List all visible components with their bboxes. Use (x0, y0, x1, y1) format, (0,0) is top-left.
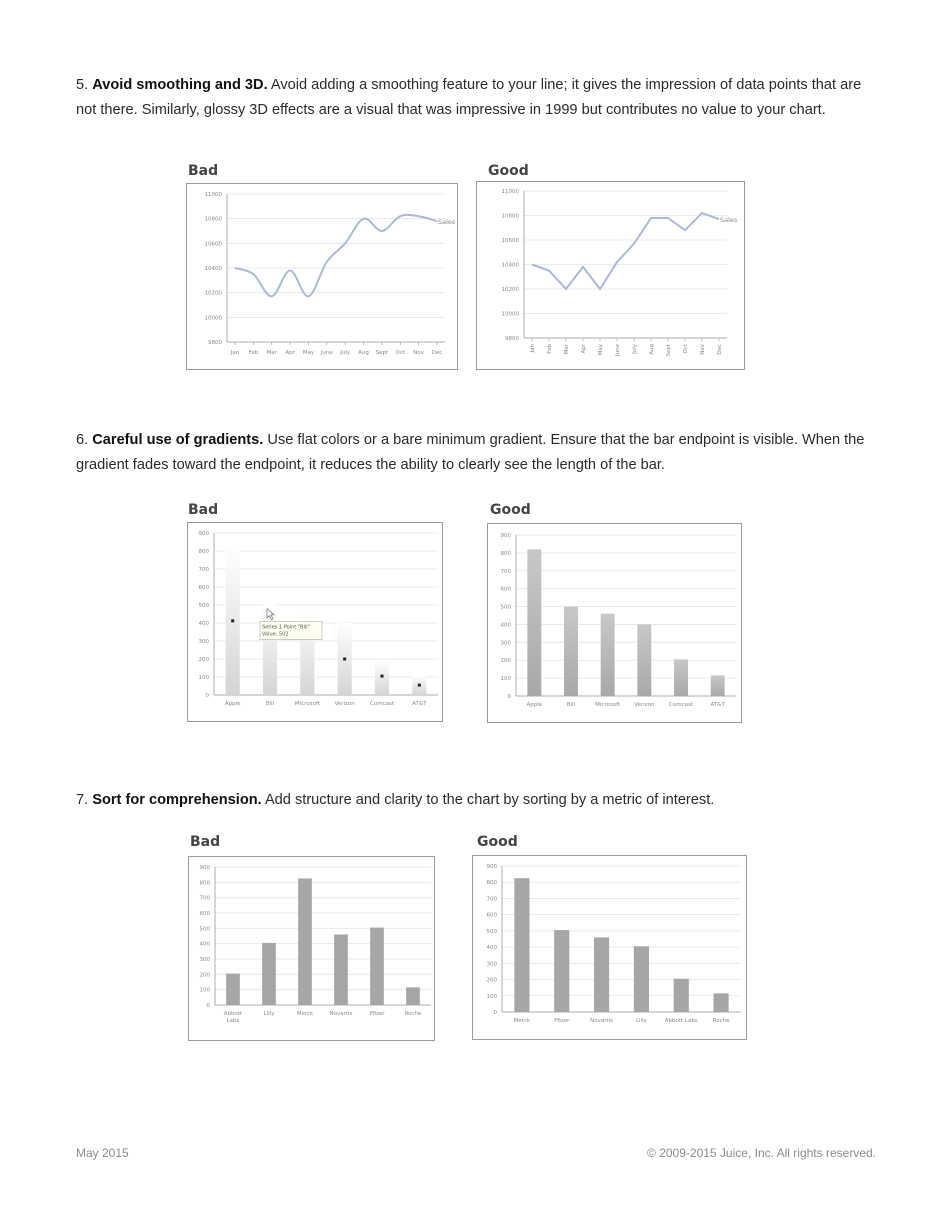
x-tick-label: Dec (431, 350, 443, 356)
y-tick-label: 10600 (501, 238, 519, 244)
tooltip-line: Value: 502 (262, 631, 289, 638)
x-tick-label: June (615, 344, 621, 356)
x-tick-label: Sept (666, 344, 672, 357)
bar-comcast (674, 659, 688, 696)
bar-chart-soft (488, 524, 740, 721)
series-label: Sales (720, 216, 738, 225)
bar-chart-gradient (188, 523, 441, 720)
section-7-paragraph (76, 788, 881, 813)
bar-lilly (262, 943, 276, 1005)
bar-novartis (334, 934, 348, 1005)
bar-merck (298, 879, 312, 1006)
x-tick-label: Nov (700, 344, 706, 355)
y-tick-label: 700 (500, 568, 511, 575)
bar-at-t (711, 675, 725, 696)
bar-apple (527, 549, 541, 696)
x-tick-label: Mar (266, 350, 277, 356)
chart-sort-bad (188, 856, 435, 1041)
bar-pfizer (554, 930, 569, 1012)
bar-pfizer (370, 928, 384, 1005)
y-tick-label: 800 (500, 550, 511, 557)
y-tick-label: 100 (199, 987, 210, 994)
y-tick-label: 200 (198, 657, 209, 663)
x-tick-label: Novartis (590, 1018, 614, 1024)
x-tick-label: Roche (404, 1011, 422, 1017)
bar-microsoft (601, 614, 615, 696)
y-tick-label: 800 (199, 880, 210, 887)
x-tick-label: July (340, 350, 351, 356)
x-tick-label: Nov (413, 350, 425, 356)
x-tick-label: Labs (226, 1018, 240, 1024)
chart-title-bad: Bad (188, 502, 219, 518)
x-tick-label: Microsoft (595, 702, 621, 708)
bar-merck (514, 878, 529, 1012)
y-tick-label: 10000 (204, 315, 222, 322)
x-tick-label: Feb (248, 350, 259, 356)
y-tick-label: 10200 (204, 290, 222, 297)
data-point-marker (418, 684, 421, 687)
x-tick-label: Bill (265, 701, 275, 707)
x-tick-label: Jan (230, 350, 240, 356)
x-tick-label: Bill (566, 702, 576, 708)
x-tick-label: Pfizer (369, 1011, 385, 1017)
y-tick-label: 500 (199, 926, 210, 933)
data-point-marker (231, 619, 234, 622)
y-tick-label: 11000 (501, 189, 519, 195)
series-line-sales (532, 213, 719, 289)
x-tick-label: May (302, 350, 315, 356)
x-tick-label: Apr (285, 350, 295, 356)
line-chart-smoothed (187, 184, 456, 368)
chart-title-bad: Bad (190, 834, 221, 850)
y-tick-label: 0 (507, 694, 511, 700)
y-tick-label: 500 (198, 603, 209, 609)
y-tick-label: 300 (486, 961, 497, 968)
y-tick-label: 0 (205, 693, 209, 699)
y-tick-label: 0 (493, 1010, 497, 1016)
y-tick-label: 300 (198, 639, 209, 645)
x-tick-label: Aug (358, 350, 369, 356)
bar-abbott-labs (674, 979, 689, 1012)
chart-title-good: Good (477, 834, 518, 850)
data-point-marker (343, 658, 346, 661)
chart-title-bad: Bad (188, 163, 219, 179)
x-tick-label: Abbott Labs (664, 1018, 698, 1024)
y-tick-label: 10200 (501, 287, 519, 293)
y-tick-label: 10400 (204, 266, 222, 272)
x-tick-label: Aug (649, 344, 655, 355)
x-tick-label: Oct (395, 350, 406, 356)
y-tick-label: 600 (198, 585, 209, 591)
bar-bill (564, 607, 578, 696)
x-tick-label: Apple (224, 701, 241, 707)
y-tick-label: 400 (199, 941, 210, 948)
y-tick-label: 10000 (501, 311, 519, 318)
bar-abbott-labs (226, 974, 240, 1005)
x-tick-label: Dec (717, 344, 723, 355)
x-tick-label: Merck (513, 1018, 531, 1024)
y-tick-label: 700 (198, 567, 209, 573)
section-number: 5. (76, 77, 89, 93)
section-body: Use flat colors or a bare minimum gradient. Ensure that the bar endpoint is visible. When the gradient fades toward the endpoint, it reduces the ability to clearly see the length of the bar. (76, 432, 865, 473)
x-tick-label: June (320, 350, 333, 356)
x-tick-label: Pfizer (554, 1018, 570, 1024)
y-tick-label: 100 (198, 675, 209, 681)
x-tick-label: Lilly (263, 1011, 275, 1017)
footer-date: May 2015 (76, 1146, 129, 1160)
x-tick-label: May (598, 344, 604, 356)
x-tick-label: Apr (581, 344, 587, 354)
section-body: Add structure and clarity to the chart by sorting by a metric of interest. (261, 792, 715, 808)
x-tick-label: Comcast (370, 701, 394, 707)
y-tick-label: 10600 (204, 241, 222, 248)
bar-chart-unsorted (189, 857, 433, 1039)
chart-title-good: Good (488, 163, 529, 179)
x-tick-label: Oct (683, 344, 689, 354)
x-tick-label: Feb (547, 344, 553, 354)
section-number: 6. (76, 432, 89, 448)
chart-gradient-bad (187, 522, 443, 722)
x-tick-label: Mar (564, 344, 570, 355)
y-tick-label: 600 (500, 586, 511, 593)
bar-comcast (375, 661, 389, 695)
y-tick-label: 400 (198, 621, 209, 627)
y-tick-label: 300 (199, 957, 210, 963)
y-tick-label: 600 (199, 911, 210, 917)
chart-smooth-good (476, 181, 745, 370)
y-tick-label: 900 (500, 533, 511, 539)
bar-chart-sorted (473, 856, 745, 1038)
chart-title-good: Good (490, 502, 531, 518)
y-tick-label: 10400 (501, 262, 519, 269)
y-tick-label: 600 (486, 912, 497, 919)
y-tick-label: 200 (486, 977, 497, 984)
bar-novartis (594, 937, 609, 1012)
x-tick-label: Roche (712, 1018, 730, 1024)
y-tick-label: 400 (486, 945, 497, 952)
section-5-paragraph (76, 73, 881, 122)
tooltip-line: Series 1 Point "Bill" (262, 624, 310, 631)
x-tick-label: Comcast (669, 702, 693, 708)
section-body: Avoid adding a smoothing feature to your line; it gives the impression of data points that are not there. Similarly, glossy 3D effects are a visual that was impressive in 1999 but contributes no value to your chart. (76, 77, 862, 118)
x-tick-label: Verizon (634, 702, 655, 708)
x-tick-label: Merck (296, 1011, 314, 1017)
y-tick-label: 9800 (505, 336, 519, 342)
x-tick-label: Microsoft (294, 701, 320, 707)
y-tick-label: 100 (500, 676, 511, 683)
y-tick-label: 200 (500, 658, 511, 665)
y-tick-label: 10800 (204, 216, 222, 223)
y-tick-label: 9800 (208, 340, 222, 346)
section-heading: Avoid smoothing and 3D. (92, 77, 268, 93)
x-tick-label: Lilly (635, 1018, 647, 1024)
bar-roche (714, 993, 729, 1012)
y-tick-label: 11000 (204, 192, 222, 198)
section-heading: Sort for comprehension. (92, 792, 262, 808)
y-tick-label: 900 (486, 864, 497, 870)
x-tick-label: AT&T (710, 702, 725, 708)
footer-copyright: © 2009-2015 Juice, Inc. All rights reserved. (647, 1146, 876, 1160)
chart-sort-good (472, 855, 747, 1040)
y-tick-label: 800 (198, 549, 209, 555)
x-tick-label: Sept (375, 350, 389, 356)
y-tick-label: 700 (486, 896, 497, 903)
y-tick-label: 200 (199, 972, 210, 979)
y-tick-label: 900 (198, 531, 209, 537)
x-tick-label: Verizon (334, 701, 355, 707)
series-line-sales (235, 215, 437, 297)
bar-lilly (634, 946, 649, 1012)
chart-smooth-bad (186, 183, 458, 370)
line-chart-straight (477, 182, 743, 368)
x-tick-label: July (632, 344, 638, 354)
section-number: 7. (76, 792, 89, 808)
y-tick-label: 800 (486, 880, 497, 887)
y-tick-label: 500 (486, 928, 497, 935)
y-tick-label: 400 (500, 622, 511, 629)
bar-bill (263, 605, 277, 695)
bar-roche (406, 987, 420, 1005)
y-tick-label: 0 (206, 1003, 210, 1009)
y-tick-label: 100 (486, 993, 497, 1000)
section-6-paragraph (76, 428, 881, 477)
x-tick-label: Apple (526, 702, 543, 708)
y-tick-label: 700 (199, 895, 210, 902)
x-tick-label: Novartis (329, 1011, 353, 1017)
x-tick-label: AT&T (412, 701, 427, 707)
series-label: Sales (438, 218, 456, 227)
data-point-marker (381, 675, 384, 678)
x-tick-label: Jan (530, 344, 536, 353)
section-heading: Careful use of gradients. (92, 432, 264, 448)
y-tick-label: 300 (500, 640, 511, 647)
bar-verizon (637, 624, 651, 696)
x-tick-label: Abbott (223, 1011, 243, 1017)
y-tick-label: 900 (199, 865, 210, 871)
y-tick-label: 500 (500, 604, 511, 611)
chart-gradient-good (487, 523, 742, 723)
y-tick-label: 10800 (501, 213, 519, 220)
